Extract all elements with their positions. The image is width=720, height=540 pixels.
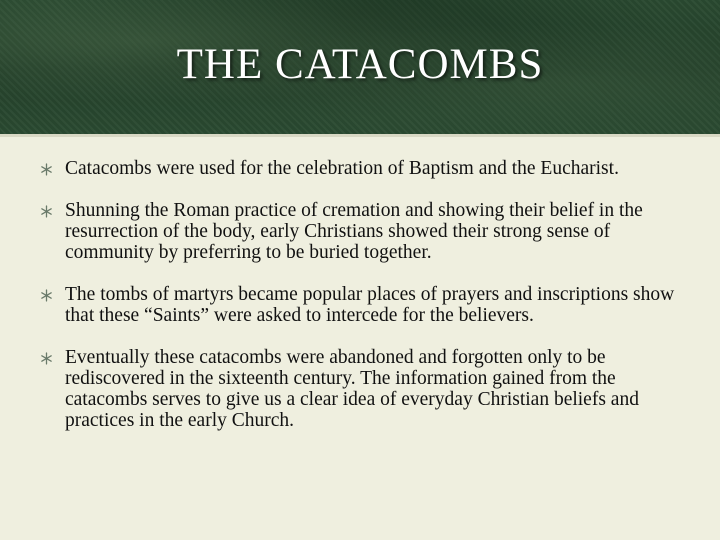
slide-title: THE CATACOMBS xyxy=(176,41,544,88)
bullet-list xyxy=(40,158,690,452)
list-item xyxy=(40,347,690,431)
asterisk-icon xyxy=(40,205,53,218)
asterisk-icon xyxy=(40,289,53,302)
bullet-text: The tombs of martyrs became popular places of prayers and inscriptions show that these “Saints” were asked to intercede for the believers. xyxy=(65,284,675,326)
list-item xyxy=(40,158,690,179)
asterisk-icon xyxy=(40,352,53,365)
title-banner xyxy=(0,0,720,137)
bullet-text: Shunning the Roman practice of cremation and showing their belief in the resurrection of the body, early Christians showed their strong sense of community by preferring to be buried together. xyxy=(65,200,643,263)
bullet-text: Eventually these catacombs were abandoned and forgotten only to be rediscovered in the sixteenth century. The information gained from the catacombs serves to give us a clear idea of everyday Christian beliefs and practices in the early Church. xyxy=(65,347,639,431)
asterisk-icon xyxy=(40,163,53,176)
list-item xyxy=(40,284,690,326)
list-item xyxy=(40,200,690,263)
bullet-text: Catacombs were used for the celebration of Baptism and the Eucharist. xyxy=(65,158,619,179)
